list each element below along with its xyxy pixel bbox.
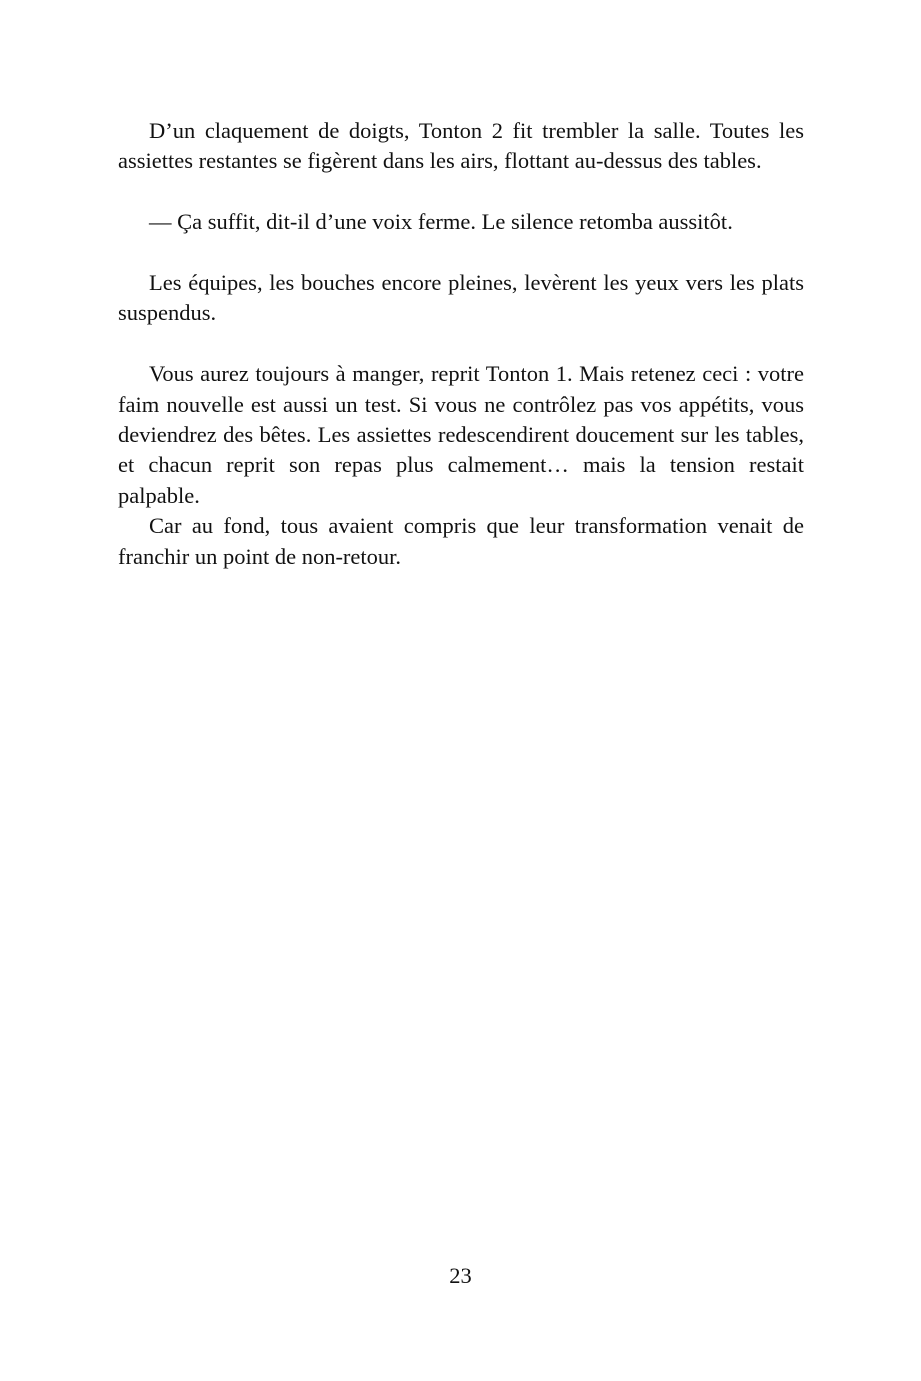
paragraph-5: Car au fond, tous avaient compris que leur transformation venait de franchir un point de non-retour. xyxy=(118,513,804,569)
page-number: 23 xyxy=(449,1263,472,1288)
paragraph-3: Les équipes, les bouches encore pleines, levèrent les yeux vers les plats suspendus. xyxy=(118,270,804,326)
paragraph-1: D’un claquement de doigts, Tonton 2 fit trembler la salle. Toutes les assiettes restantes se figèrent dans les airs, flottant au-dessus des tables. xyxy=(118,118,804,174)
paragraph-4: Vous aurez toujours à manger, reprit Tonton 1. Mais retenez ceci : votre faim nouvelle est aussi un test. Si vous ne contrôlez pas vos appétits, vous deviendrez des bêtes. Les assiettes redescendirent doucement sur les tables, et chacun reprit son repas plus calmement… mais la tension restait palpable. xyxy=(118,361,804,508)
body-text xyxy=(118,116,804,572)
paragraph-2-dialogue: — Ça suffit, dit-il d’une voix ferme. Le silence retomba aussitôt. xyxy=(149,209,733,235)
